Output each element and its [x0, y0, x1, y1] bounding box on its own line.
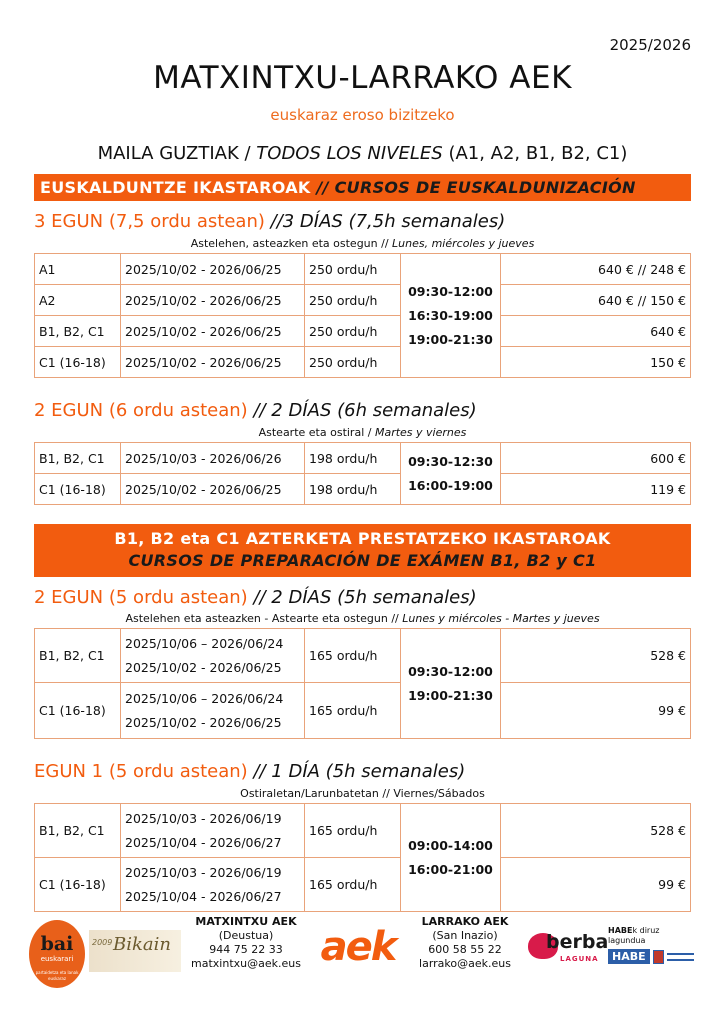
dates-cell — [121, 683, 305, 739]
level-cell: B1, B2, C1 — [35, 316, 121, 347]
berba-laguna-logo — [526, 919, 609, 971]
time-slot: 16:00-21:00 — [408, 861, 493, 877]
time-slot: 09:30-12:00 — [408, 663, 493, 679]
table-row — [35, 858, 691, 912]
date-range: 2025/10/06 – 2026/06/24 — [125, 635, 284, 651]
section-3-days-title — [34, 211, 505, 232]
exam-prep-banner — [34, 524, 691, 577]
slogan: euskaraz eroso bizitzeko — [270, 106, 455, 124]
time-slot: 19:00-21:30 — [408, 687, 493, 703]
section-days — [0, 612, 725, 625]
hours-cell: 250 ordu/h — [305, 347, 401, 378]
hours-cell: 198 ordu/h — [305, 474, 401, 505]
hours-cell: 165 ordu/h — [305, 858, 401, 912]
schedule-table-2 — [34, 442, 691, 505]
school-year: 2025/2026 — [609, 36, 691, 54]
times-cell — [401, 443, 501, 505]
courses-banner — [34, 174, 691, 201]
time-slot: 19:00-21:30 — [408, 331, 493, 347]
section-1-day-title — [34, 761, 465, 782]
time-slot: 09:30-12:00 — [408, 283, 493, 299]
level-cell: B1, B2, C1 — [35, 443, 121, 474]
date-range: 2025/10/04 - 2026/06/27 — [125, 888, 282, 904]
habe-caption-text: k diruz lagundua — [608, 926, 660, 945]
table-row — [35, 474, 691, 505]
days-eu: Astelehen eta asteazken - Astearte eta ostegun // — [125, 612, 399, 625]
office-matxintxu — [186, 915, 306, 971]
level-cell: B1, B2, C1 — [35, 629, 121, 683]
bai-logo-tag: partaidetza eta lanak — [35, 970, 79, 975]
bikain-year: 2009 — [92, 938, 113, 947]
page-title: MATXINTXU-LARRAKO AEK — [153, 60, 572, 96]
bai-logo-tag: euskaraz — [48, 976, 66, 981]
section-title-es: //3 DÍAS (7,5h semanales) — [270, 211, 506, 232]
section-title-es: // 2 DÍAS (6h semanales) — [253, 400, 477, 421]
level-cell: C1 (16-18) — [35, 858, 121, 912]
level-cell: B1, B2, C1 — [35, 804, 121, 858]
table-row — [35, 347, 691, 378]
hours-cell: 165 ordu/h — [305, 629, 401, 683]
hours-cell: 250 ordu/h — [305, 285, 401, 316]
section-title-eu: EGUN 1 (5 ordu astean) — [34, 761, 248, 782]
levels-heading — [0, 143, 725, 164]
price-cell: 119 € — [501, 474, 691, 505]
date-range: 2025/10/02 - 2026/06/25 — [125, 659, 282, 675]
price-cell: 600 € — [501, 443, 691, 474]
days-es: Martes y viernes — [374, 426, 467, 439]
days-eu: Astelehen, asteazken eta ostegun // — [190, 237, 389, 250]
table-row — [35, 443, 691, 474]
aek-logo: aek — [320, 924, 396, 970]
office-larrako — [410, 915, 520, 971]
schedule-table-4 — [34, 803, 691, 912]
dates-cell: 2025/10/02 - 2026/06/25 — [121, 285, 305, 316]
section-title-eu: 3 EGUN (7,5 ordu astean) — [34, 211, 265, 232]
dates-cell — [121, 858, 305, 912]
price-cell: 99 € — [501, 858, 691, 912]
table-row — [35, 629, 691, 683]
schedule-table-1 — [34, 253, 691, 378]
level-cell: C1 (16-18) — [35, 683, 121, 739]
berba-text: berba — [546, 931, 609, 953]
price-cell: 99 € — [501, 683, 691, 739]
hours-cell: 198 ordu/h — [305, 443, 401, 474]
price-cell: 528 € — [501, 804, 691, 858]
times-cell — [401, 804, 501, 912]
days-es: Viernes/Sábados — [393, 787, 485, 800]
habe-caption-strong: HABE — [608, 926, 633, 935]
level-cell: C1 (16-18) — [35, 347, 121, 378]
office-name: MATXINTXU AEK — [195, 915, 297, 928]
date-range: 2025/10/03 - 2026/06/19 — [125, 810, 282, 826]
section-title-eu: 2 EGUN (5 ordu astean) — [34, 587, 248, 608]
footer — [0, 912, 725, 1024]
section-title-es: // 2 DÍAS (5h semanales) — [253, 587, 477, 608]
levels-es: TODOS LOS NIVELES — [256, 143, 443, 164]
level-cell: A2 — [35, 285, 121, 316]
basque-gov-emblem-icon — [653, 950, 665, 964]
date-range: 2025/10/02 - 2026/06/25 — [125, 714, 282, 730]
time-slot: 09:00-14:00 — [408, 837, 493, 853]
price-cell: 640 € — [501, 316, 691, 347]
banner-eu: B1, B2 eta C1 AZTERKETA PRESTATZEKO IKASTAROAK — [114, 529, 611, 548]
hours-cell: 250 ordu/h — [305, 254, 401, 285]
section-exam-2-days-title — [34, 587, 477, 608]
levels-list: (A1, A2, B1, B2, C1) — [448, 143, 628, 164]
table-row — [35, 285, 691, 316]
level-cell: C1 (16-18) — [35, 474, 121, 505]
dates-cell: 2025/10/03 - 2026/06/26 — [121, 443, 305, 474]
schedule-table-3 — [34, 628, 691, 739]
office-phone: 600 58 55 22 — [428, 943, 502, 956]
dates-cell: 2025/10/02 - 2026/06/25 — [121, 347, 305, 378]
office-email[interactable]: larrako@aek.eus — [419, 957, 511, 970]
habe-caption — [608, 926, 694, 946]
levels-eu: MAILA GUZTIAK / — [97, 143, 251, 164]
dates-cell: 2025/10/02 - 2026/06/25 — [121, 254, 305, 285]
hours-cell: 165 ordu/h — [305, 683, 401, 739]
bai-logo-sub: euskarari — [40, 955, 74, 963]
laguna-text: LAGUNA — [560, 955, 599, 963]
section-days — [0, 426, 725, 439]
dates-cell: 2025/10/02 - 2026/06/25 — [121, 474, 305, 505]
dates-cell — [121, 629, 305, 683]
section-days — [0, 787, 725, 800]
table-row — [35, 683, 691, 739]
section-title-es: // 1 DÍA (5h semanales) — [253, 761, 466, 782]
time-slot: 16:30-19:00 — [408, 307, 493, 323]
table-row — [35, 316, 691, 347]
habe-funding — [608, 926, 694, 964]
office-name: LARRAKO AEK — [421, 915, 509, 928]
section-title-eu: 2 EGUN (6 ordu astean) — [34, 400, 248, 421]
level-cell: A1 — [35, 254, 121, 285]
habe-logo-text: HABE — [608, 949, 650, 964]
habe-logo — [608, 949, 694, 964]
date-range: 2025/10/03 - 2026/06/19 — [125, 864, 282, 880]
date-range: 2025/10/06 – 2026/06/24 — [125, 690, 284, 706]
office-area: (San Inazio) — [432, 929, 498, 942]
price-cell: 640 € // 150 € — [501, 285, 691, 316]
days-es: Lunes, miércoles y jueves — [392, 237, 535, 250]
section-2-days-title — [34, 400, 477, 421]
banner-es: // CURSOS DE EUSKALDUNIZACIÓN — [316, 178, 636, 197]
bai-euskarari-logo — [29, 920, 85, 988]
price-cell: 150 € — [501, 347, 691, 378]
bai-logo-text: bai — [40, 933, 74, 955]
price-cell: 640 € // 248 € — [501, 254, 691, 285]
days-es: Lunes y miércoles - Martes y jueves — [402, 612, 600, 625]
section-days — [0, 237, 725, 250]
bikain-text: Bikain — [113, 934, 171, 955]
date-range: 2025/10/04 - 2026/06/27 — [125, 834, 282, 850]
dates-cell — [121, 804, 305, 858]
table-row — [35, 254, 691, 285]
office-phone: 944 75 22 33 — [209, 943, 283, 956]
time-slot: 09:30-12:30 — [408, 453, 493, 469]
office-area: (Deustua) — [218, 929, 274, 942]
price-cell: 528 € — [501, 629, 691, 683]
hours-cell: 165 ordu/h — [305, 804, 401, 858]
basque-gov-text-icon — [667, 953, 694, 961]
office-email[interactable]: matxintxu@aek.eus — [191, 957, 301, 970]
table-row — [35, 804, 691, 858]
bikain-logo — [89, 930, 181, 972]
times-cell — [401, 629, 501, 739]
banner-eu: EUSKALDUNTZE IKASTAROAK — [40, 178, 311, 197]
times-cell — [401, 254, 501, 378]
time-slot: 16:00-19:00 — [408, 477, 493, 493]
days-eu: Astearte eta ostiral / — [258, 426, 372, 439]
days-eu: Ostiraletan/Larunbatetan // — [240, 787, 390, 800]
hours-cell: 250 ordu/h — [305, 316, 401, 347]
dates-cell: 2025/10/02 - 2026/06/25 — [121, 316, 305, 347]
banner-es: CURSOS DE PREPARACIÓN DE EXÁMEN B1, B2 y C1 — [128, 551, 597, 570]
